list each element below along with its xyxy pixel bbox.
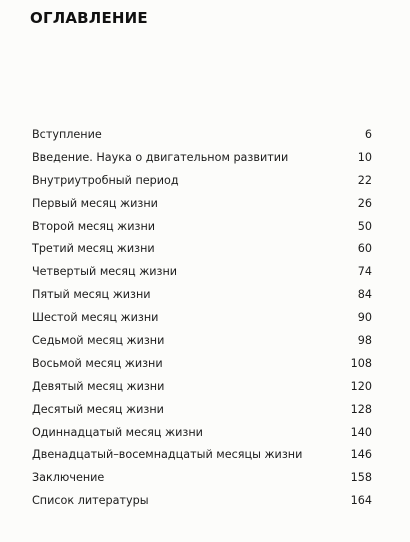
toc-entry-title: Четвертый месяц жизни (32, 265, 178, 279)
toc-entry (32, 422, 372, 445)
toc-entry-page-number: 120 (350, 379, 372, 393)
toc-entry-title: Одиннадцатый месяц жизни (32, 425, 203, 439)
toc-entry-page-number: 74 (357, 265, 372, 279)
toc-entry-page-number: 140 (350, 425, 372, 439)
toc-entry-page-number: 26 (357, 196, 372, 210)
toc-entry (32, 284, 372, 307)
toc-entry-page-number: 158 (350, 471, 372, 485)
toc-entry-title: Внутриутробный период (32, 173, 179, 187)
toc-entry (32, 124, 372, 147)
toc-entry (32, 444, 372, 467)
toc-entry-page-number: 90 (357, 311, 372, 325)
toc-entry (32, 467, 372, 490)
toc-entry-page-number: 164 (350, 494, 372, 508)
toc-entry-title: Третий месяц жизни (32, 242, 155, 256)
page-title: ОГЛАВЛЕНИЕ (30, 9, 148, 27)
toc-entry (32, 399, 372, 422)
toc-entry (32, 307, 372, 330)
toc-entry (32, 376, 372, 399)
toc-entry-title: Вступление (32, 128, 102, 141)
toc-entry-title: Шестой месяц жизни (32, 311, 159, 325)
toc-entry-title: Седьмой месяц жизни (32, 334, 165, 348)
toc-entry-title: Список литературы (32, 494, 149, 508)
toc-entry-title: Первый месяц жизни (32, 196, 158, 210)
toc-entry-page-number: 6 (364, 128, 372, 141)
toc-entry-title: Двенадцатый–восемнадцатый месяцы жизни (32, 448, 303, 462)
toc-entry (32, 216, 372, 239)
toc-entry-page-number: 108 (350, 356, 372, 370)
toc-entry-title: Второй месяц жизни (32, 219, 156, 233)
toc-entry-page-number: 146 (350, 448, 372, 462)
toc-entry (32, 330, 372, 353)
toc-entry-title: Заключение (32, 471, 105, 485)
toc-entry (32, 170, 372, 193)
toc-entry-page-number: 10 (357, 150, 372, 164)
toc-entry-page-number: 60 (357, 242, 372, 256)
toc-entry-page-number: 84 (357, 288, 372, 302)
toc-entry-title: Пятый месяц жизни (32, 288, 151, 302)
table-of-contents (32, 124, 372, 513)
toc-entry-title: Введение. Наука о двигательном развитии (32, 150, 289, 164)
toc-entry (32, 490, 372, 513)
toc-entry-title: Десятый месяц жизни (32, 402, 164, 416)
toc-entry-page-number: 98 (357, 334, 372, 348)
toc-entry-title: Восьмой месяц жизни (32, 356, 163, 370)
toc-entry (32, 193, 372, 216)
toc-entry-title: Девятый месяц жизни (32, 379, 165, 393)
toc-entry-page-number: 128 (350, 402, 372, 416)
toc-entry (32, 261, 372, 284)
toc-entry-page-number: 50 (357, 219, 372, 233)
toc-entry (32, 147, 372, 170)
toc-entry (32, 353, 372, 376)
toc-entry-page-number: 22 (357, 173, 372, 187)
toc-entry (32, 238, 372, 261)
